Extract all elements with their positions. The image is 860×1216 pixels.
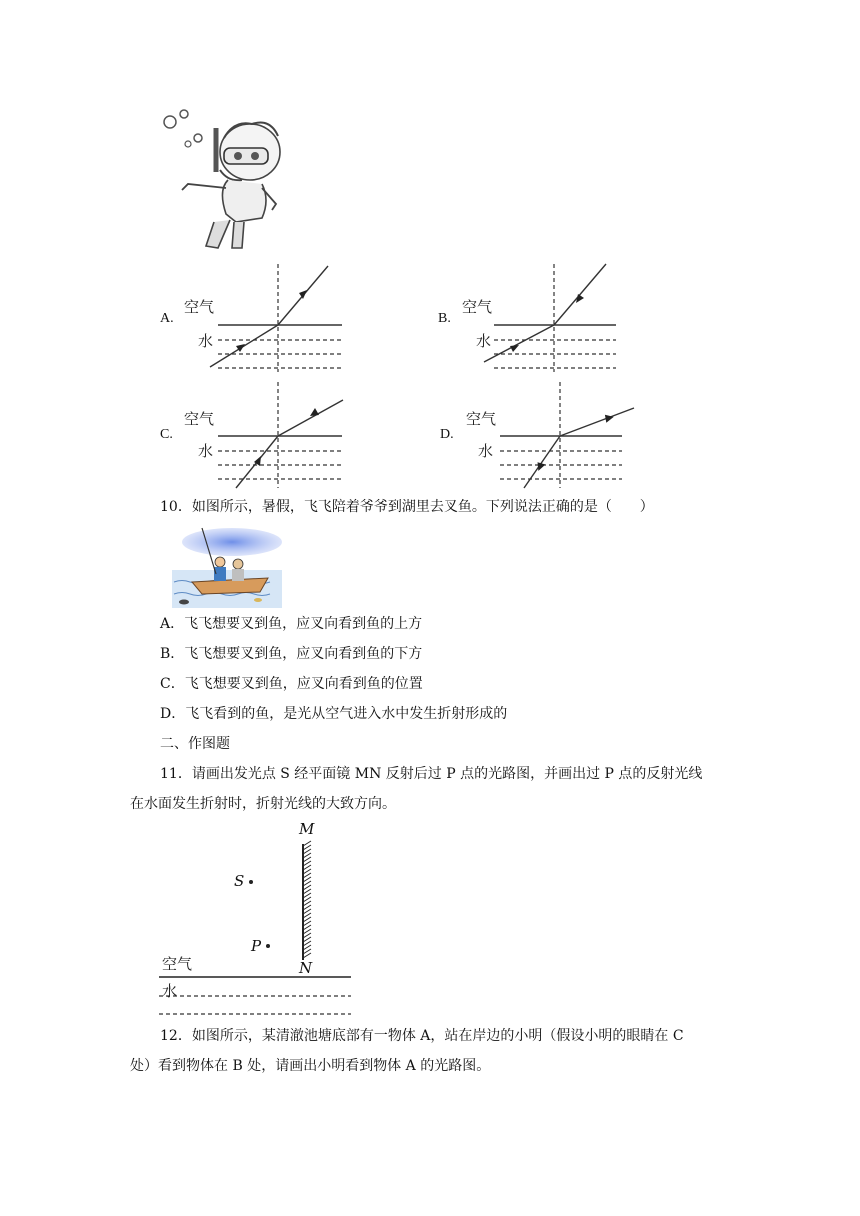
point-p-label: P [251,937,262,955]
option-b-letter: B. [438,311,451,326]
option-c-air-label: 空气 [184,410,215,428]
q11-water-label: 水 [162,982,178,1000]
option-a-air-label: 空气 [184,298,215,316]
section-heading: 二、作图题 [160,736,230,752]
option-d-air-label: 空气 [466,410,497,428]
q10-choice-a: A．飞飞想要叉到鱼，应叉向看到鱼的上方 [160,616,423,632]
mirror-label-m: M [299,820,315,838]
option-a-diagram [200,260,350,375]
q10-stem: 10．如图所示，暑假，飞飞陪着爷爷到湖里去叉鱼。下列说法正确的是（ ） [160,499,654,515]
q10-choice-b: B．飞飞想要叉到鱼，应叉向看到鱼的下方 [160,646,423,662]
option-a-water-label: 水 [198,332,214,350]
mirror-label-n: N [299,959,313,977]
q10-choice-d: D．飞飞看到的鱼，是光从空气进入水中发生折射形成的 [160,706,508,722]
q12-line2: 处）看到物体在 B 处，请画出小明看到物体 A 的光路图。 [130,1058,491,1074]
option-d-letter: D. [440,427,454,442]
option-c-letter: C. [160,427,173,442]
option-b-water-label: 水 [476,332,492,350]
q11-air-label: 空气 [162,955,193,973]
q11-line1: 11．请画出发光点 S 经平面镜 MN 反射后过 P 点的光路图，并画出过 P 点的反射光线 [160,766,703,782]
option-c-diagram [200,378,350,493]
point-s-label: S [234,872,245,890]
fishing-boat-illustration [172,526,282,608]
option-a-letter: A. [160,311,174,326]
q11-mirror-diagram [155,820,365,1020]
q10-choice-c: C．飞飞想要叉到鱼，应叉向看到鱼的位置 [160,676,423,692]
option-c-water-label: 水 [198,442,214,460]
option-d-water-label: 水 [478,442,494,460]
option-b-diagram [476,260,626,375]
option-b-air-label: 空气 [462,298,493,316]
diver-illustration [158,108,288,253]
q11-line2: 在水面发生折射时，折射光线的大致方向。 [130,796,396,812]
q12-line1: 12．如图所示，某清澈池塘底部有一物体 A，站在岸边的小明（假设小明的眼睛在 C [160,1028,684,1044]
option-d-diagram [482,378,637,493]
